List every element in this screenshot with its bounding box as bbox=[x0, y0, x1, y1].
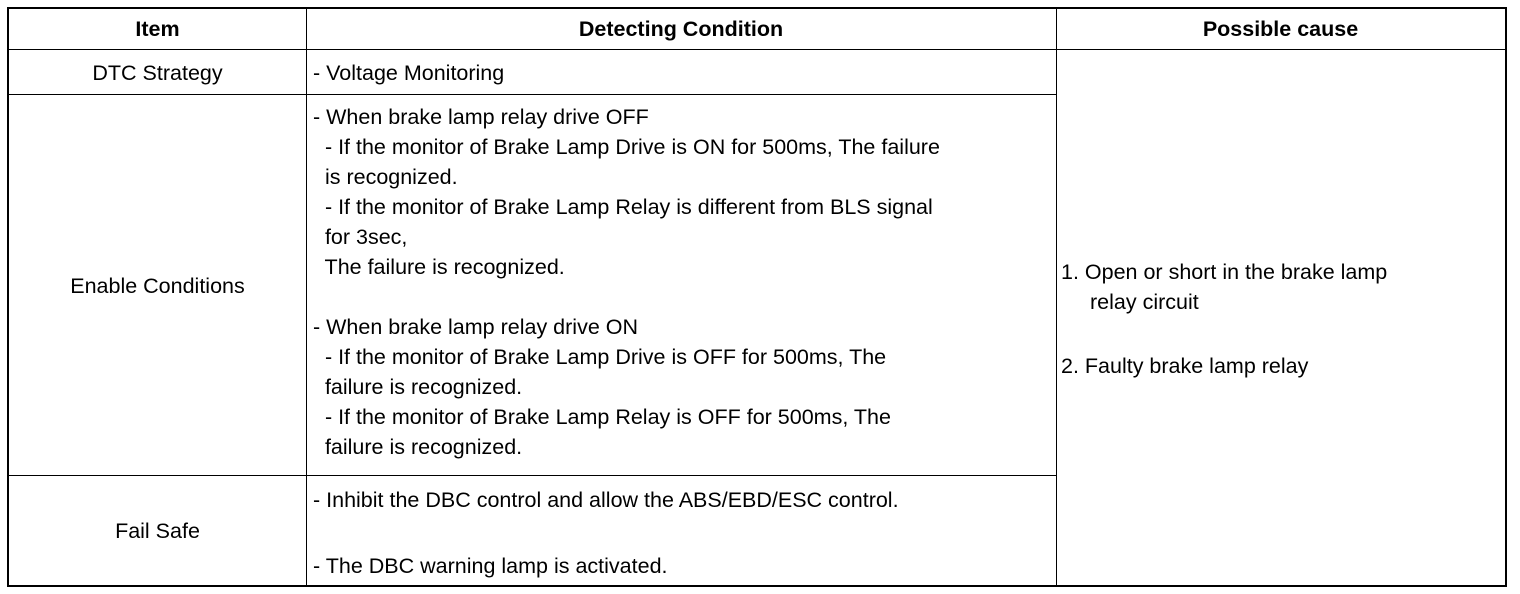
detecting-line: for 3sec, bbox=[313, 225, 408, 249]
detecting-fail-safe-1 bbox=[313, 485, 1053, 515]
detecting-spacer bbox=[313, 282, 1053, 312]
header-detecting-condition: Detecting Condition bbox=[578, 17, 784, 41]
dtc-table bbox=[7, 7, 1507, 587]
item-fail-safe-label: Fail Safe bbox=[115, 519, 200, 543]
detecting-dtc-strategy bbox=[313, 58, 1053, 88]
header-divider bbox=[9, 49, 1505, 50]
cause-item-1: 1. Open or short in the brake lamp bbox=[1061, 260, 1388, 284]
header-possible-cause: Possible cause bbox=[1202, 17, 1359, 41]
detecting-line: - When brake lamp relay drive OFF bbox=[313, 105, 649, 129]
header-item: Item bbox=[135, 17, 180, 41]
item-enable-conditions bbox=[9, 96, 306, 475]
row-divider bbox=[9, 475, 1056, 476]
possible-cause-list bbox=[1061, 257, 1501, 381]
column-divider bbox=[306, 9, 307, 585]
detecting-line: - When brake lamp relay drive ON bbox=[313, 315, 638, 339]
detecting-line: failure is recognized. bbox=[313, 435, 523, 459]
detecting-line: - Voltage Monitoring bbox=[313, 61, 505, 85]
cause-item-1-continuation: relay circuit bbox=[1090, 290, 1199, 314]
item-fail-safe bbox=[9, 477, 306, 585]
detecting-line: - If the monitor of Brake Lamp Drive is ON for 500ms, The failure bbox=[313, 135, 940, 159]
detecting-line: - If the monitor of Brake Lamp Relay is different from BLS signal bbox=[313, 195, 933, 219]
detecting-line: is recognized. bbox=[313, 165, 458, 189]
item-dtc-strategy-label: DTC Strategy bbox=[92, 60, 223, 85]
item-enable-conditions-label: Enable Conditions bbox=[70, 273, 245, 298]
detecting-line: - Inhibit the DBC control and allow the ABS/EBD/ESC control. bbox=[313, 488, 899, 512]
detecting-line: - If the monitor of Brake Lamp Drive is OFF for 500ms, The bbox=[313, 345, 887, 369]
row-divider bbox=[9, 94, 1056, 95]
detecting-line: - If the monitor of Brake Lamp Relay is OFF for 500ms, The bbox=[313, 405, 891, 429]
item-dtc-strategy bbox=[9, 51, 306, 94]
detecting-line: The failure is recognized. bbox=[313, 255, 565, 279]
detecting-line: - The DBC warning lamp is activated. bbox=[313, 554, 668, 578]
detecting-line: failure is recognized. bbox=[313, 375, 523, 399]
cause-item-2: 2. Faulty brake lamp relay bbox=[1061, 354, 1309, 378]
detecting-enable-conditions bbox=[313, 102, 1053, 462]
column-divider bbox=[1056, 9, 1057, 585]
detecting-fail-safe-2 bbox=[313, 551, 1053, 581]
